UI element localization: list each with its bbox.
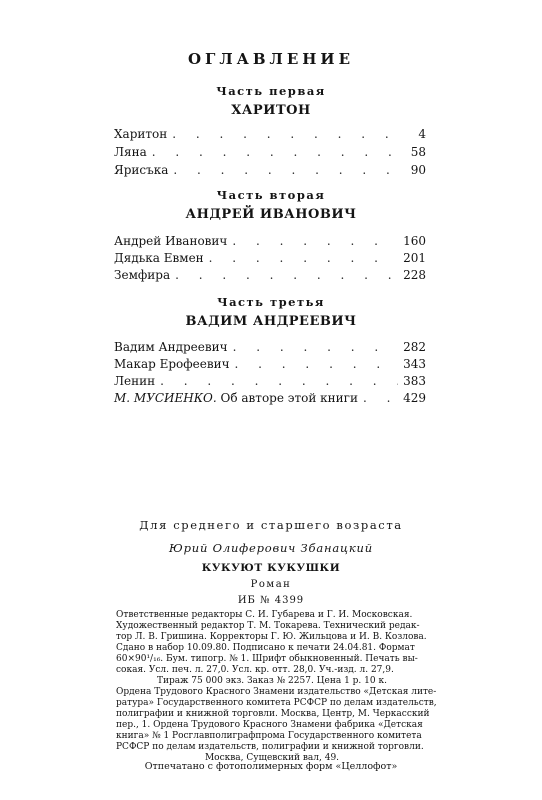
leader-dots <box>232 234 398 248</box>
ib-number: ИБ № 4399 <box>237 595 305 606</box>
leader-dots <box>363 391 398 405</box>
credits-line: ратура» Государственного комитета РСФСР по делам издательств, <box>116 698 437 708</box>
credits-line: тор Л. В. Гришина. Корректоры Г. Ю. Жильцова и И. В. Козлова. <box>116 632 427 642</box>
entry-page: 90 <box>410 163 426 177</box>
leader-dots <box>160 374 398 388</box>
entry-title: Ляна <box>114 145 147 159</box>
toc-entry <box>114 357 426 373</box>
entry-title: Вадим Андреевич <box>114 340 228 354</box>
leader-dots <box>173 163 399 177</box>
entry-title: Ленин <box>114 374 156 388</box>
credits-line: Ответственные редакторы С. И. Губарева и Г. И. Московская. <box>116 610 413 620</box>
credits-line: РСФСР по делам издательств, полиграфии и книжной торговли. <box>116 742 424 752</box>
credits-line: Сдано в набор 10.09.80. Подписано к печати 24.04.81. Формат <box>116 643 415 653</box>
toc-entry <box>114 340 426 356</box>
age-group: Для среднего и старшего возраста <box>139 518 403 532</box>
printing-note: Отпечатано с фотополимерных форм «Целлофот» <box>144 761 398 772</box>
entry-title: Харитон <box>114 127 168 141</box>
entry-page: 282 <box>403 340 426 354</box>
leader-dots <box>209 251 398 265</box>
afterword-title: Об авторе этой книги <box>220 391 358 405</box>
entry-page: 228 <box>403 268 426 282</box>
credits-line: книга» № 1 Росглавполиграфпрома Государственного комитета <box>116 731 422 741</box>
credits-line: сокая. Усл. печ. л. 27,0. Усл. кр. отт. 28,0. Уч.-изд. л. 27,9. <box>116 665 394 675</box>
part-title: АНДРЕЙ ИВАНОВИЧ <box>185 207 357 222</box>
toc-entry <box>114 268 426 284</box>
author-name: Юрий Олиферович Збанацкий <box>169 541 373 555</box>
entry-title: Андрей Иванович <box>114 234 228 248</box>
entry-page: 4 <box>418 127 426 141</box>
entry-title: Ярисъка <box>114 163 169 177</box>
entry-title: Дядька Евмен <box>114 251 204 265</box>
toc-entry <box>114 127 426 143</box>
entry-title <box>114 391 358 405</box>
credits-line: Тираж 75 000 экз. Заказ № 2257. Цена 1 р. 10 к. <box>157 676 387 686</box>
credits-line: Ордена Трудового Красного Знамени издательство «Детская лите- <box>116 687 437 697</box>
entry-title: Земфира <box>114 268 171 282</box>
credits-line: пер., 1. Ордена Трудового Красного Знамени фабрика «Детская <box>116 720 423 730</box>
toc-entry <box>114 374 426 390</box>
leader-dots <box>235 357 399 371</box>
credits-line: 60×90¹/₁₆. Бум. типогр. № 1. Шрифт обыкновенный. Печать вы- <box>116 654 418 664</box>
leader-dots <box>175 268 398 282</box>
publication-credits <box>116 610 437 764</box>
entry-page: 429 <box>403 391 426 405</box>
toc-entry <box>114 145 426 161</box>
genre: Роман <box>250 579 292 590</box>
toc-entry <box>114 163 426 179</box>
entry-page: 201 <box>403 251 426 265</box>
part-title: ХАРИТОН <box>231 103 311 118</box>
leader-dots <box>233 340 399 354</box>
entry-page: 383 <box>403 374 426 388</box>
leader-dots <box>152 145 399 159</box>
leader-dots <box>172 127 399 141</box>
entry-page: 58 <box>410 145 426 159</box>
afterword-author: М. МУСИЕНКО. <box>114 391 217 405</box>
entry-page: 343 <box>403 357 426 371</box>
entry-page: 160 <box>403 234 426 248</box>
toc-entry-afterword <box>114 391 426 407</box>
entry-title: Макар Ерофеевич <box>114 357 230 371</box>
credits-line: Москва, Сущевский вал, 49. <box>204 753 340 763</box>
part-label: Часть первая <box>216 84 326 98</box>
part-label: Часть вторая <box>216 188 326 202</box>
toc-entry <box>114 251 426 267</box>
book-title: КУКУЮТ КУКУШКИ <box>201 562 341 574</box>
credits-line: полиграфии и книжной торговли. Москва, Центр, М. Черкасский <box>116 709 430 719</box>
part-label: Часть третья <box>217 295 325 309</box>
toc-entry <box>114 234 426 250</box>
part-title: ВАДИМ АНДРЕЕВИЧ <box>185 314 357 329</box>
toc-title: ОГЛАВЛЕНИЕ <box>187 50 355 68</box>
credits-line: Художественный редактор Т. М. Токарева. Технический редак- <box>116 621 420 631</box>
